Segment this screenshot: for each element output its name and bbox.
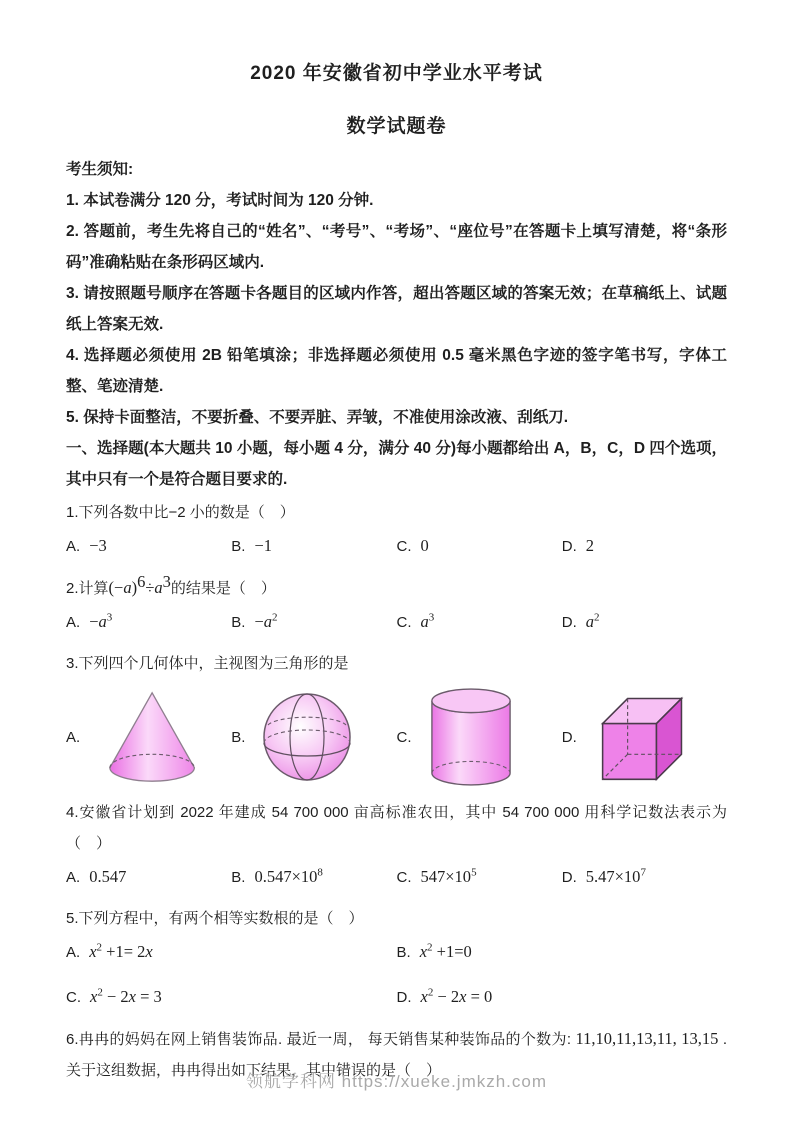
option-value: −1 <box>254 536 272 555</box>
option-label: C. <box>396 538 412 555</box>
option-label: C. <box>396 614 412 631</box>
option-label: B. <box>231 869 246 886</box>
question-3 <box>66 648 727 787</box>
question-3-stem: 3.下列四个几何体中，主视图为三角形的是 <box>66 655 349 672</box>
option-label: A. <box>66 614 81 631</box>
figure-label: A. <box>66 728 81 746</box>
option-label: D. <box>396 989 412 1006</box>
option-label: A. <box>66 944 81 961</box>
question-5 <box>66 903 727 1013</box>
question-2-stem: 2.计算(−a)6÷a3的结果是（ ） <box>66 572 276 597</box>
q2-option-d <box>562 607 727 638</box>
option-label: D. <box>561 869 577 886</box>
cube-icon <box>593 687 693 787</box>
q4-option-c <box>397 862 562 893</box>
figure-label: D. <box>561 728 577 746</box>
option-label: D. <box>561 614 577 631</box>
option-value: $-a^3$ <box>89 611 113 631</box>
option-value: $x^2 - 2x = 3$ <box>90 986 162 1006</box>
footer-watermark <box>0 1067 793 1092</box>
option-value: 0.547 <box>89 867 127 886</box>
option-value: $-a^2$ <box>254 611 278 631</box>
page-subtitle: 数学试题卷 <box>346 116 447 137</box>
question-4-stem: 4.安徽省计划到 2022 年建成 54 700 000 亩高标准农田，其中 54 700 000 用科学记数法表示为（ ） <box>66 804 727 852</box>
option-value: $547\times 10^5$ <box>420 866 477 886</box>
notice-heading: 考生须知: <box>66 161 134 178</box>
option-value: $a^2$ <box>585 611 600 631</box>
figure-label: C. <box>396 728 412 746</box>
question-1-options <box>66 531 727 562</box>
notice-item-1: 1. 本试卷满分 120 分，考试时间为 120 分钟. <box>66 192 374 209</box>
option-value: $5.47\times 10^7$ <box>585 866 646 886</box>
notice-item-5: 5. 保持卡面整洁，不要折叠、不要弄脏、弄皱，不准使用涂改液、刮纸刀. <box>66 409 569 426</box>
option-label: C. <box>66 989 81 1006</box>
q5-option-b <box>397 937 728 968</box>
page-title: 2020 年安徽省初中学业水平考试 <box>250 63 543 84</box>
option-value: −3 <box>89 536 107 555</box>
notice-section <box>66 154 727 433</box>
section-one-heading: 一、选择题(本大题共 10 小题，每小题 4 分，满分 40 分)每小题都给出 A，B，C，D 四个选项，其中只有一个是符合题目要求的. <box>66 440 727 488</box>
option-label: A. <box>66 869 81 886</box>
figure-label: B. <box>231 728 246 746</box>
q1-option-a <box>66 531 231 562</box>
q5-option-c <box>66 982 397 1013</box>
option-label: C. <box>396 869 412 886</box>
q5-option-d <box>397 982 728 1013</box>
question-2 <box>66 572 727 638</box>
q4-option-b <box>231 862 396 893</box>
option-label: B. <box>231 538 246 555</box>
q3-figure-d <box>562 687 727 787</box>
q5-option-a <box>66 937 397 968</box>
q3-figure-c <box>397 687 562 787</box>
question-1 <box>66 497 727 562</box>
option-value: 2 <box>585 536 594 555</box>
notice-item-4: 4. 选择题必须使用 2B 铅笔填涂；非选择题必须使用 0.5 毫米黑色字迹的签字笔书写，字体工整、笔迹清楚. <box>66 347 727 395</box>
q1-option-b <box>231 531 396 562</box>
notice-item-2: 2. 答题前，考生先将自己的“姓名”、“考号”、“考场”、“座位号”在答题卡上填写清楚，将“条形码”准确粘贴在条形码区域内. <box>66 223 727 271</box>
q2-option-b <box>231 607 396 638</box>
question-5-options <box>66 937 727 1013</box>
option-value: $0.547\times 10^8$ <box>254 866 323 886</box>
sphere-icon <box>261 691 353 783</box>
question-3-figures <box>66 687 727 787</box>
q2-option-c <box>397 607 562 638</box>
notice-item-3: 3. 请按照题号顺序在答题卡各题目的区域内作答，超出答题区域的答案无效；在草稿纸上、试题纸上答案无效. <box>66 285 727 333</box>
q4-option-a <box>66 862 231 893</box>
q2-option-a <box>66 607 231 638</box>
option-value: $x^2 - 2x = 0$ <box>420 986 493 1006</box>
q4-option-d <box>562 862 727 893</box>
question-5-stem: 5.下列方程中，有两个相等实数根的是（ ） <box>66 910 364 927</box>
question-2-options <box>66 607 727 638</box>
option-value: $x^2 +1=0$ <box>419 941 472 961</box>
option-label: B. <box>396 944 411 961</box>
q1-option-d <box>562 531 727 562</box>
option-label: A. <box>66 538 81 555</box>
q3-figure-a <box>66 689 231 785</box>
option-value: 0 <box>420 536 429 555</box>
option-label: B. <box>231 614 246 631</box>
question-1-stem: 1.下列各数中比−2 小的数是（ ） <box>66 504 295 521</box>
question-4 <box>66 797 727 893</box>
option-label: D. <box>561 538 577 555</box>
question-4-options <box>66 862 727 893</box>
question-6-stem: 6.冉冉的妈妈在网上销售装饰品. 最近一周， 每天销售某种装饰品的个数为: 11,10,11,13,11, 13,15 . 关于这组数据，冉冉得出如下结果，其中错误的是（ ） <box>66 1029 727 1079</box>
option-value: $x^2 +1= 2x$ <box>89 941 153 961</box>
cylinder-icon <box>428 687 514 787</box>
cone-icon <box>96 689 214 785</box>
q3-figure-b <box>231 691 396 783</box>
watermark-link[interactable]: 领航学科网 https://xueke.jmkzh.com <box>245 1072 548 1091</box>
q1-option-c <box>397 531 562 562</box>
option-value: $a^3$ <box>420 611 435 631</box>
